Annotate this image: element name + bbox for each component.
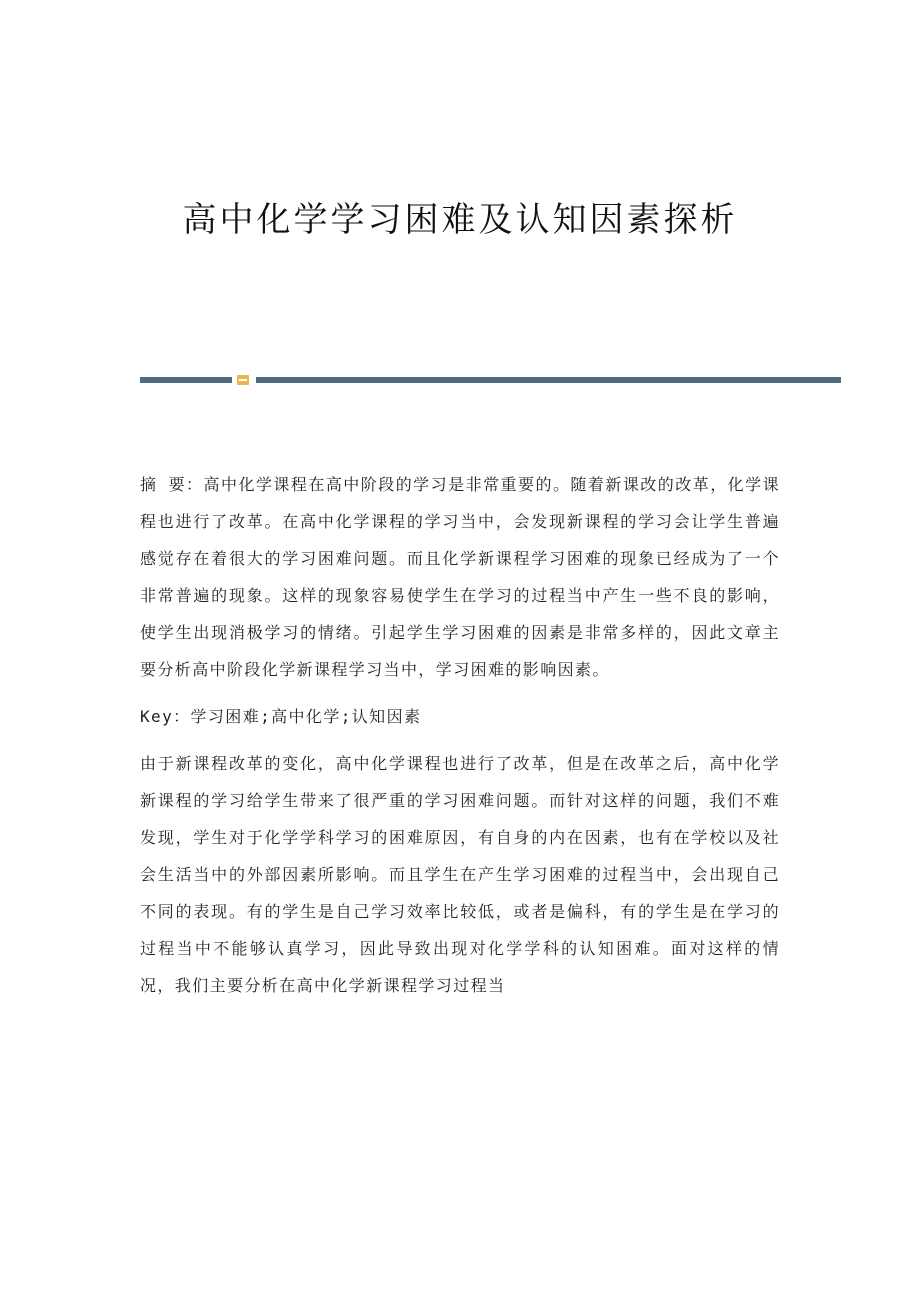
divider-bar-right: [256, 377, 841, 383]
keywords-label: Key：: [140, 707, 191, 726]
keywords-paragraph: [140, 698, 780, 735]
abstract-paragraph: [140, 466, 780, 688]
keywords-text: 学习困难;高中化学;认知因素: [190, 707, 422, 726]
divider-ornament-icon: [237, 375, 249, 385]
body-paragraph: 由于新课程改革的变化，高中化学课程也进行了改革，但是在改革之后，高中化学新课程的学习给学生带来了很严重的学习困难问题。而针对这样的问题，我们不难发现，学生对于化学学科学习的困难原因，有自身的内在因素，也有在学校以及社会生活当中的外部因素所影响。而且学生在产生学习困难的过程当中，会出现自己不同的表现。有的学生是自己学习效率比较低，或者是偏科，有的学生是在学习的过程当中不能够认真学习，因此导致出现对化学学科的认知困难。面对这样的情况，我们主要分析在高中化学新课程学习过程当: [140, 754, 780, 995]
document-content: [140, 466, 780, 1014]
divider-bar-left: [140, 377, 232, 383]
abstract-label: 摘 要：: [140, 475, 204, 494]
abstract-text: 高中化学课程在高中阶段的学习是非常重要的。随着新课改的改革，化学课程也进行了改革。在高中化学课程的学习当中，会发现新课程的学习会让学生普遍感觉存在着很大的学习困难问题。而且化学新课程学习困难的现象已经成为了一个非常普遍的现象。这样的现象容易使学生在学习的过程当中产生一些不良的影响，使学生出现消极学习的情绪。引起学生学习困难的因素是非常多样的，因此文章主要分析高中阶段化学新课程学习当中，学习困难的影响因素。: [140, 475, 781, 679]
document-title: 高中化学学习困难及认知因素探析: [182, 200, 738, 240]
title-divider: [140, 375, 841, 385]
